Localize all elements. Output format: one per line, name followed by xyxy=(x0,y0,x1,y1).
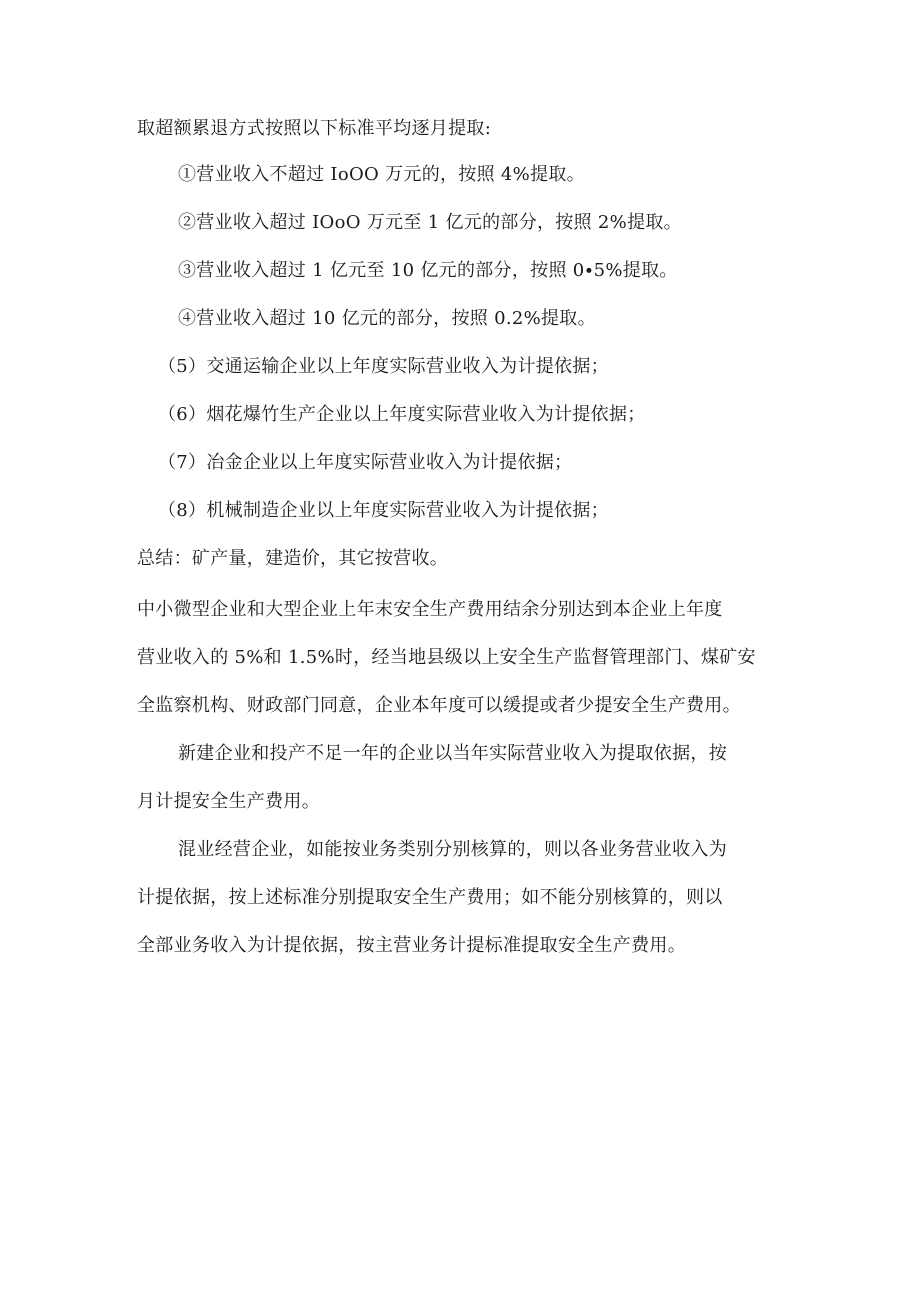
text-line-item-6: （6）烟花爆竹生产企业以上年度实际营业收入为计提依据； xyxy=(158,404,646,425)
text-line-paragraph-1b: 营业收入的 5%和 1.5%时，经当地县级以上安全生产监督管理部门、煤矿安 xyxy=(137,647,756,668)
text-line-paragraph-3a: 混业经营企业，如能按业务类别分别核算的，则以各业务营业收入为 xyxy=(178,839,727,860)
text-line-paragraph-1a: 中小微型企业和大型企业上年末安全生产费用结余分别达到本企业上年度 xyxy=(137,599,723,620)
text-line-paragraph-3c: 全部业务收入为计提依据，按主营业务计提标准提取安全生产费用。 xyxy=(137,935,686,956)
text-line-summary: 总结：矿产量，建造价，其它按营收。 xyxy=(137,548,449,569)
text-line-paragraph-1c: 全监察机构、财政部门同意，企业本年度可以缓提或者少提安全生产费用。 xyxy=(137,695,741,716)
text-line-paragraph-2a: 新建企业和投产不足一年的企业以当年实际营业收入为提取依据，按 xyxy=(178,743,727,764)
text-line-tier-3: ③营业收入超过 1 亿元至 10 亿元的部分，按照 0∙5%提取。 xyxy=(178,260,678,281)
text-line-paragraph-2b: 月计提安全生产费用。 xyxy=(137,791,320,812)
text-line-tier-2: ②营业收入超过 IOoO 万元至 1 亿元的部分，按照 2%提取。 xyxy=(178,212,682,233)
text-line-tier-1: ①营业收入不超过 IoOO 万元的，按照 4%提取。 xyxy=(178,164,585,185)
text-line-item-5: （5）交通运输企业以上年度实际营业收入为计提依据； xyxy=(158,356,609,377)
text-line-tier-4: ④营业收入超过 10 亿元的部分，按照 0.2%提取。 xyxy=(178,308,596,329)
text-line-item-8: （8）机械制造企业以上年度实际营业收入为计提依据； xyxy=(158,500,609,521)
text-line-extraction-method: 取超额累退方式按照以下标准平均逐月提取: xyxy=(137,118,492,139)
text-line-item-7: （7）冶金企业以上年度实际营业收入为计提依据； xyxy=(158,452,573,473)
text-line-paragraph-3b: 计提依据，按上述标准分别提取安全生产费用；如不能分别核算的，则以 xyxy=(137,887,723,908)
